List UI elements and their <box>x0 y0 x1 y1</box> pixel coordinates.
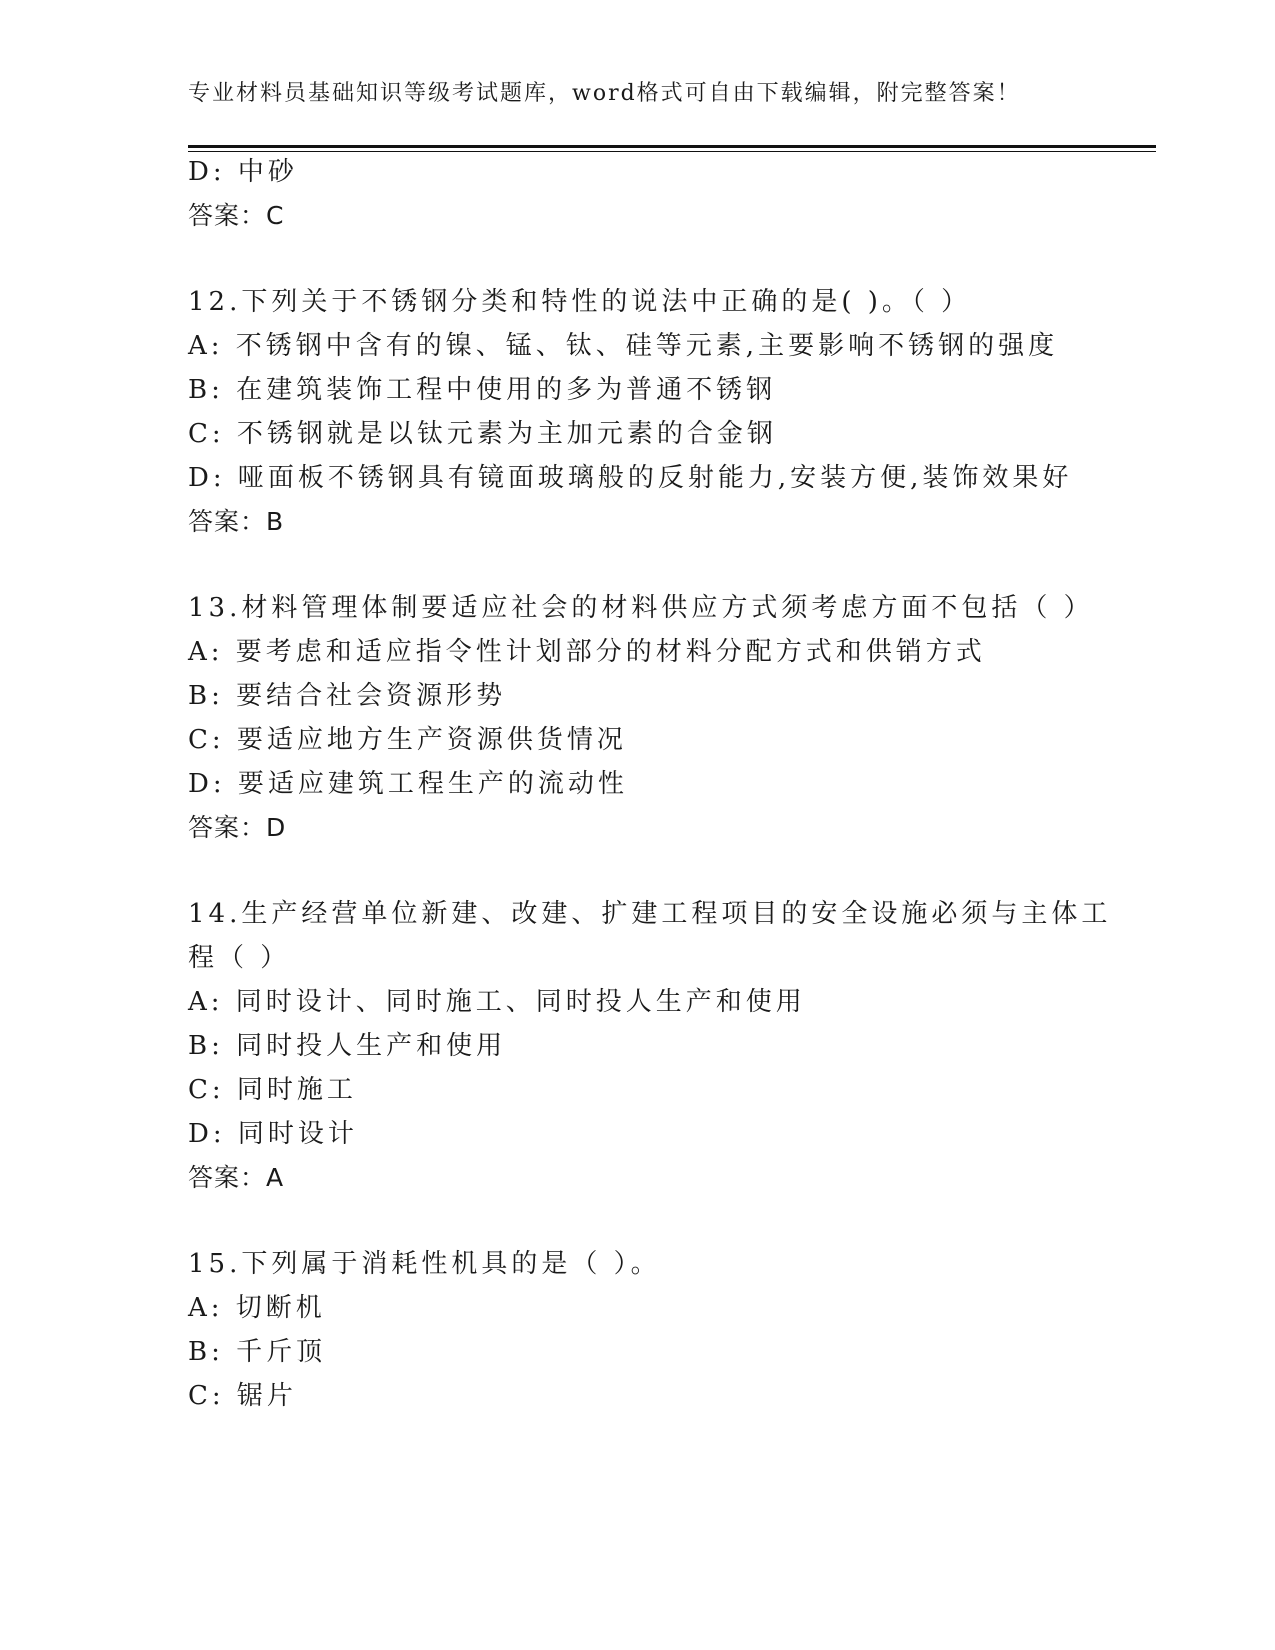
q13-stem: 13.材料管理体制要适应社会的材料供应方式须考虑方面不包括（ ） <box>188 593 1094 623</box>
header-rule-thick <box>188 145 1156 148</box>
q12-option-c: C: 不锈钢就是以钛元素为主加元素的合金钢 <box>188 419 777 449</box>
q12-option-b: B: 在建筑装饰工程中使用的多为普通不锈钢 <box>188 375 777 405</box>
q15-option-c: C: 锯片 <box>188 1381 297 1411</box>
prev-answer: 答案：C <box>188 201 285 230</box>
prev-option-d: D: 中砂 <box>188 157 298 187</box>
q12-option-d: D: 哑面板不锈钢具有镜面玻璃般的反射能力,安装方便,装饰效果好 <box>188 463 1073 493</box>
q12-option-a: A: 不锈钢中含有的镍、锰、钛、硅等元素,主要影响不锈钢的强度 <box>188 331 1059 361</box>
q12-answer: 答案：B <box>188 507 285 536</box>
q15-stem: 15.下列属于消耗性机具的是（ ）。 <box>188 1249 661 1279</box>
q14-option-c: C: 同时施工 <box>188 1075 357 1105</box>
q13-option-c: C: 要适应地方生产资源供货情况 <box>188 725 627 755</box>
q14-stem-line1: 14.生产经营单位新建、改建、扩建工程项目的安全设施必须与主体工 <box>188 899 1112 929</box>
q14-stem-line2: 程（ ） <box>188 943 291 973</box>
q14-option-d: D: 同时设计 <box>188 1119 358 1149</box>
q13-answer: 答案：D <box>188 813 287 842</box>
q13-option-d: D: 要适应建筑工程生产的流动性 <box>188 769 628 799</box>
header-rule-thin <box>188 151 1156 152</box>
q15-option-b: B: 千斤顶 <box>188 1337 327 1367</box>
q12-stem: 12.下列关于不锈钢分类和特性的说法中正确的是( )。（ ） <box>188 287 972 317</box>
q14-option-a: A: 同时设计、同时施工、同时投人生产和使用 <box>188 987 806 1017</box>
q13-option-a: A: 要考虑和适应指令性计划部分的材料分配方式和供销方式 <box>188 637 986 667</box>
q15-option-a: A: 切断机 <box>188 1293 326 1323</box>
q13-option-b: B: 要结合社会资源形势 <box>188 681 507 711</box>
q14-option-b: B: 同时投人生产和使用 <box>188 1031 507 1061</box>
page-header: 专业材料员基础知识等级考试题库，word格式可自由下载编辑，附完整答案！ <box>188 81 1021 106</box>
q14-answer: 答案：A <box>188 1163 285 1192</box>
